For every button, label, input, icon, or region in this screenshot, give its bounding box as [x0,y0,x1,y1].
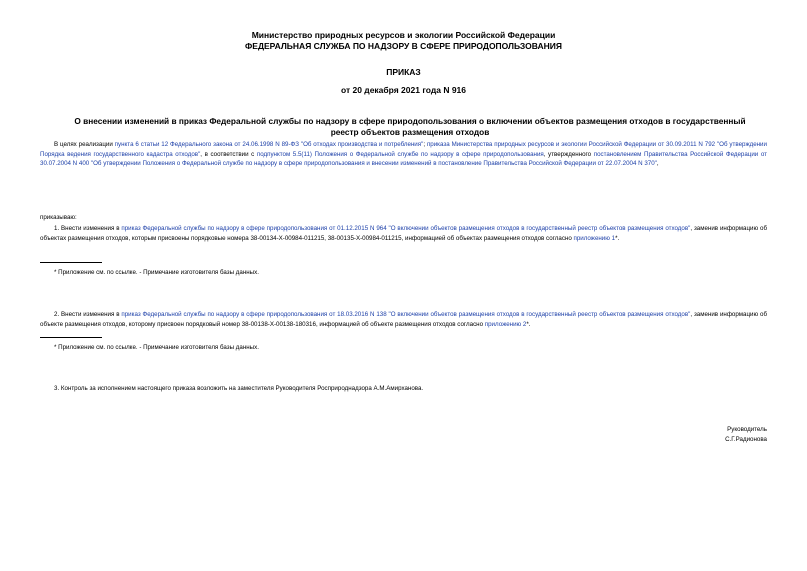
order-964-link[interactable]: приказ Федеральной службы по надзору в сфере природопользования от 01.12.2015 N 964 "О включении объектов размещения отходов в государственный реестр объектов размещения отходов" [121,225,691,232]
order-792-link[interactable]: приказа Министерства природных ресурсов и экологии Российской Федерации от 30.09.2011 N 792 "Об утверждении Порядка ведения государственного кадастра отходов" [40,141,767,158]
signature-block [725,425,767,444]
order-word: приказываю: [40,214,77,221]
preamble-text-2: ; [423,141,427,148]
preamble-text-5: , [656,160,659,168]
item-1-text-2: , заменив информацию об объектах размещения отходов, которым присвоены порядковые номера 38-00134-Х-00984-011215, 38-00135-Х-00984-011215, информацией об объектах размещения отходов согласно [40,225,767,242]
footnote-1: * Приложение см. по ссылке. - Примечание изготовителя базы данных. [54,269,259,276]
regulation-subclause-link[interactable]: подпунктом 5.5(11) Положения о Федеральной службе по надзору в сфере природопользования [256,150,544,158]
document-type: ПРИКАЗ [386,67,421,77]
document-date-number: от 20 декабря 2021 года N 916 [340,85,467,95]
signatory-position: Руководитель [727,426,767,433]
order-138-link[interactable]: приказ Федеральной службы по надзору в сфере природопользования от 18.03.2016 N 138 "О включении объектов размещения отходов в государственный реестр объектов размещения отходов" [121,311,691,318]
document-header [40,30,767,52]
law-89fz-link[interactable]: пункта 6 статьи 12 Федерального закона от 24.06.1998 N 89-ФЗ "Об отходах производства и потребления" [114,141,424,148]
ministry-name: Министерство природных ресурсов и экологии Российской Федерации [251,30,556,40]
preamble-text-4: , утвержденного [543,150,594,158]
service-name: ФЕДЕРАЛЬНАЯ СЛУЖБА ПО НАДЗОРУ В СФЕРЕ ПРИРОДОПОЛЬЗОВАНИЯ [245,41,562,51]
footnote-divider-2 [40,337,102,338]
document-subject: О внесении изменений в приказ Федеральной службы по надзору в сфере природопользования о включении объектов размещения отходов в государственный реестр объектов размещения отходов [74,116,746,137]
item-2-text-1: 2. Внести изменения в [54,311,122,318]
footnote-2: * Приложение см. по ссылке. - Примечание изготовителя базы данных. [54,344,259,351]
appendix-1-link[interactable]: приложению 1 [573,234,616,242]
item-2-paragraph [40,310,767,329]
item-1-text-1: 1. Внести изменения в [54,225,122,232]
appendix-2-link[interactable]: приложению 2 [484,320,527,328]
signatory-name: С.Г.Радионова [725,435,767,443]
item-1-text-3: *. [615,234,620,242]
preamble-text-1: В целях реализации [54,141,115,148]
item-1-paragraph [40,224,767,243]
item-2-text-2: , заменив информацию об объекте размещения отходов, которому присвоен порядковый номер 38-00138-Х-00138-180316, информацией об объекте размещения отходов согласно [40,311,767,328]
preamble-text-3: , в соответствии с [200,150,257,158]
government-decree-400-link[interactable]: постановлением Правительства Российской Федерации от 30.07.2004 N 400 "Об утверждении Положения о Федеральной службе по надзору в сфере природопользования и внесении изменений в постановление Правительства Российской Федерации от 22.07.2004 N 370" [40,150,767,168]
preamble-paragraph [40,140,767,169]
item-2-text-3: *. [526,320,531,328]
footnote-divider-1 [40,262,102,263]
item-3-paragraph: 3. Контроль за исполнением настоящего приказа возложить на заместителя Руководителя Росприроднадзора А.М.Амирханова. [54,385,424,392]
